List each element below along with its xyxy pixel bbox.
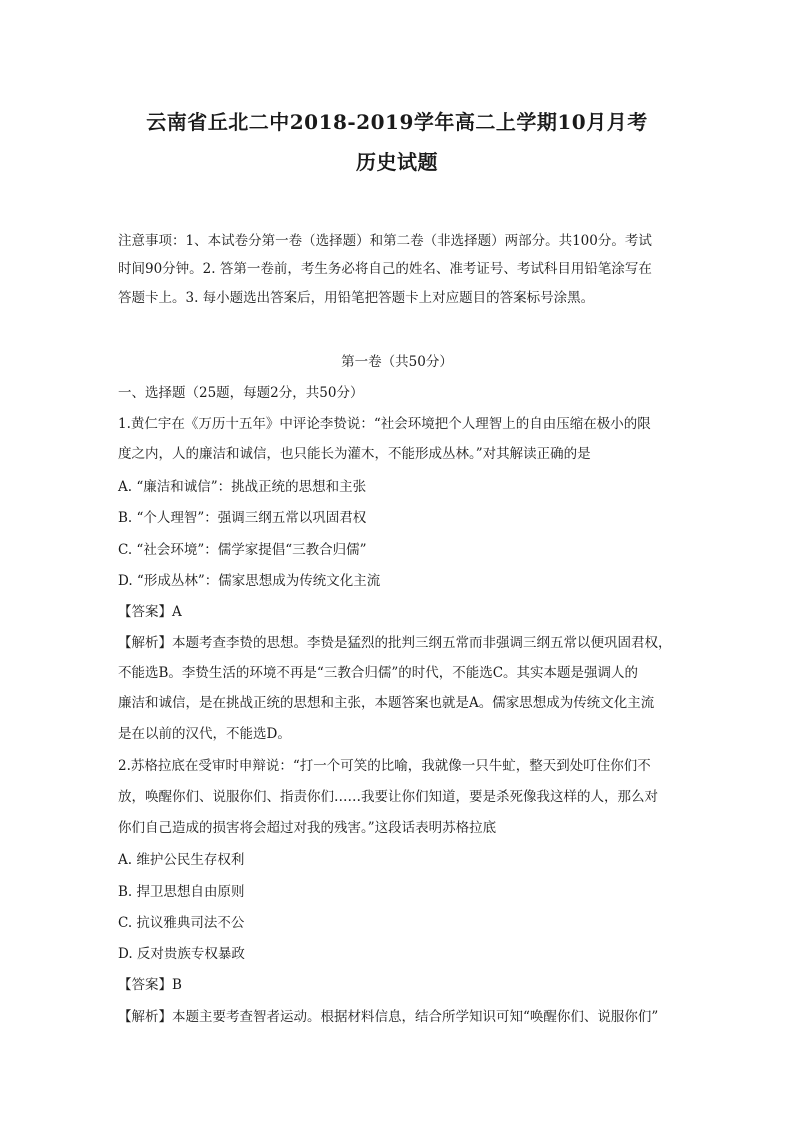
question-2-option-c: C. 抗议雅典司法不公 [118, 915, 245, 931]
question-2-analysis: 【解析】本题主要考查智者运动。根据材料信息，结合所学知识可知“唤醒你们、说服你们” [118, 1009, 659, 1025]
exam-title: 云南省丘北二中2018-2019学年高二上学期10月月考 [146, 110, 648, 134]
exam-subtitle: 历史试题 [356, 150, 438, 174]
question-1-analysis: 廉洁和诚信，是在挑战正统的思想和主张，本题答案也就是A。儒家思想成为传统文化主流 [118, 695, 655, 711]
section-title: 第一卷（共50分） [341, 354, 453, 370]
notice-line: 答题卡上。3. 每小题选出答案后，用铅笔把答题卡上对应题目的答案标号涂黑。 [118, 290, 595, 306]
question-1-option-a: A. “廉洁和诚信”：挑战正统的思想和主张 [118, 479, 367, 495]
question-2-option-a: A. 维护公民生存权利 [118, 852, 245, 868]
question-2-stem: 2.苏格拉底在受审时申辩说：“打一个可笑的比喻，我就像一只牛虻，整天到处叮住你们不 [118, 758, 651, 774]
question-2-option-d: D. 反对贵族专权暴政 [118, 946, 245, 962]
question-2-option-b: B. 捍卫思想自由原则 [118, 884, 245, 900]
notice-line: 时间90分钟。2. 答第一卷前，考生务必将自己的姓名、准考证号、考试科目用铅笔涂写在 [118, 261, 652, 277]
notice-line: 注意事项：1、本试卷分第一卷（选择题）和第二卷（非选择题）两部分。共100分。考试 [118, 233, 652, 249]
question-2-stem: 放，唤醒你们、说服你们、指责你们……我要让你们知道，要是杀死像我这样的人，那么对 [118, 789, 658, 805]
question-1-analysis: 不能选B。李贽生活的环境不再是“三教合归儒”的时代，不能选C。其实本题是强调人的 [118, 665, 639, 681]
question-1-answer: 【答案】A [118, 604, 182, 620]
question-1-analysis: 是在以前的汉代，不能选D。 [118, 726, 291, 742]
question-1-stem: 度之内，人的廉洁和诚信，也只能长为灌木，不能形成丛林。”对其解读正确的是 [118, 446, 591, 462]
part-title: 一、选择题（25题，每题2分，共50分） [118, 385, 364, 401]
question-2-answer: 【答案】B [118, 977, 182, 993]
question-1-option-b: B. “个人理智”：强调三纲五常以巩固君权 [118, 510, 367, 526]
question-1-option-c: C. “社会环境”：儒学家提倡“三教合归儒” [118, 542, 367, 558]
question-1-stem: 1.黄仁宇在《万历十五年》中评论李贽说：“社会环境把个人理智上的自由压缩在极小的限 [118, 416, 651, 432]
question-1-analysis: 【解析】本题考查李贽的思想。李贽是猛烈的批判三纲五常而非强调三纲五常以便巩固君权， [118, 635, 672, 651]
question-2-stem: 你们自己造成的损害将会超过对我的残害。”这段话表明苏格拉底 [118, 820, 497, 836]
question-1-option-d: D. “形成丛林”：儒家思想成为传统文化主流 [118, 573, 381, 589]
